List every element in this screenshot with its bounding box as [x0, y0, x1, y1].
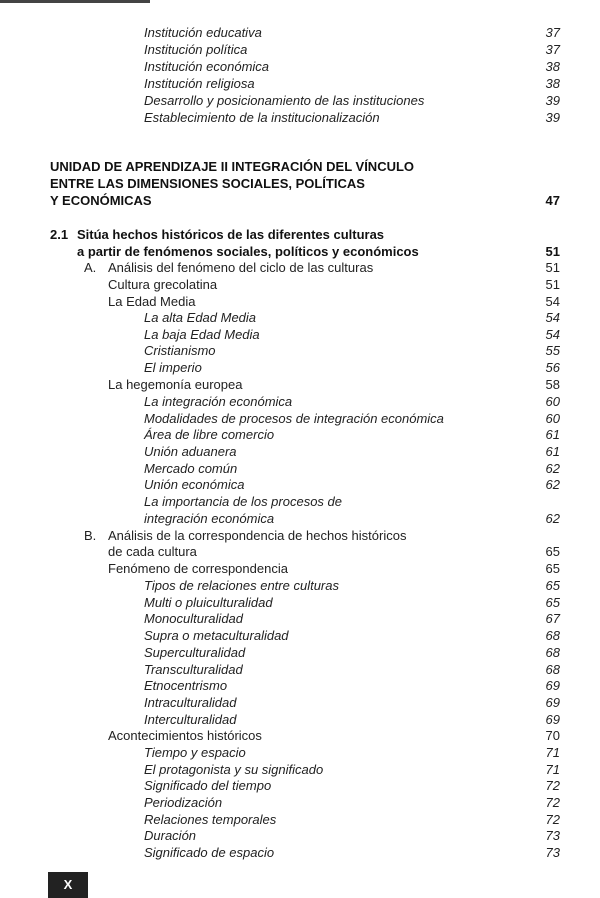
- toc-entry-title: Periodización: [144, 795, 223, 810]
- toc-entry-page: 73: [545, 828, 560, 843]
- section-heading-line[interactable]: [0, 226, 600, 243]
- toc-entry-page: 61: [545, 427, 560, 442]
- toc-entry-page: 69: [545, 695, 560, 710]
- toc-entry-title: Transculturalidad: [144, 662, 243, 677]
- toc-entry[interactable]: [0, 811, 600, 828]
- toc-entry-title: Modalidades de procesos de integración económica: [144, 411, 444, 426]
- toc-entry[interactable]: [0, 75, 600, 92]
- unit-heading-text: UNIDAD DE APRENDIZAJE II INTEGRACIÓN DEL VÍNCULO: [50, 159, 415, 174]
- toc-entry[interactable]: [0, 443, 600, 460]
- toc-entry[interactable]: [0, 627, 600, 644]
- toc-entry-page: 51: [545, 277, 560, 292]
- toc-entry-b[interactable]: [0, 527, 600, 544]
- toc-entry[interactable]: [0, 610, 600, 627]
- toc-entry-title: Etnocentrismo: [144, 678, 228, 693]
- toc-entry[interactable]: [0, 426, 600, 443]
- toc-entry[interactable]: [0, 794, 600, 811]
- toc-entry-page: 65: [545, 578, 560, 593]
- toc-entry-page: 68: [545, 628, 560, 643]
- top-rule: [0, 0, 150, 3]
- toc-entry[interactable]: [0, 510, 600, 527]
- toc-entry-title: El protagonista y su significado: [144, 762, 324, 777]
- toc-entry[interactable]: [0, 342, 600, 359]
- toc-entry[interactable]: [0, 276, 600, 293]
- toc-entry-title: Acontecimientos históricos: [108, 728, 262, 743]
- unit-heading-text: ENTRE LAS DIMENSIONES SOCIALES, POLÍTICAS: [50, 176, 365, 191]
- toc-entry[interactable]: [0, 493, 600, 510]
- toc-entry-page: 38: [545, 59, 560, 74]
- toc-entry-page: 51: [545, 260, 560, 275]
- toc-entry-page: 68: [545, 645, 560, 660]
- toc-entry-page: 55: [545, 343, 560, 358]
- toc-entry-page: 38: [545, 76, 560, 91]
- toc-entry-page: 73: [545, 845, 560, 860]
- toc-entry-title: Unión aduanera: [144, 444, 237, 459]
- toc-entry-title: La Edad Media: [108, 294, 196, 309]
- toc-entry[interactable]: [0, 560, 600, 577]
- toc-entry-page: 62: [545, 461, 560, 476]
- toc-entry-page: 60: [545, 394, 560, 409]
- toc-entry-title: Tiempo y espacio: [144, 745, 246, 760]
- toc-entry-title: Establecimiento de la institucionalización: [144, 110, 380, 125]
- toc-entry-b[interactable]: [0, 543, 600, 560]
- toc-entry-title: de cada cultura: [108, 544, 197, 559]
- toc-entry-page: 69: [545, 712, 560, 727]
- toc-entry-title: La integración económica: [144, 394, 293, 409]
- toc-entry[interactable]: [0, 359, 600, 376]
- toc-entry-title: Cultura grecolatina: [108, 277, 218, 292]
- toc-entry-title: integración económica: [144, 511, 275, 526]
- toc-entry-page: 65: [545, 544, 560, 559]
- toc-entry-page: 54: [545, 310, 560, 325]
- toc-entry[interactable]: [0, 293, 600, 310]
- toc-entry-title: La baja Edad Media: [144, 327, 260, 342]
- toc-entry-page: 69: [545, 678, 560, 693]
- toc-entry[interactable]: [0, 744, 600, 761]
- toc-entry-page: 68: [545, 662, 560, 677]
- toc-entry-title: Institución educativa: [144, 25, 262, 40]
- toc-entry[interactable]: [0, 476, 600, 493]
- unit-heading-line[interactable]: [0, 192, 600, 209]
- toc-entry-a[interactable]: [0, 259, 600, 276]
- toc-entry-title: La alta Edad Media: [144, 310, 257, 325]
- toc-entry-page: 56: [545, 360, 560, 375]
- toc-entry-page: 39: [545, 93, 560, 108]
- toc-entry-title: Institución económica: [144, 59, 270, 74]
- unit-heading-text: Y ECONÓMICAS: [50, 193, 152, 208]
- toc-entry-page: 72: [545, 778, 560, 793]
- unit-heading-page: 47: [545, 193, 560, 208]
- toc-entry-title: Multi o pluiculturalidad: [144, 595, 273, 610]
- toc-entry-title: Cristianismo: [144, 343, 216, 358]
- toc-entry-title: Fenómeno de correspondencia: [108, 561, 288, 576]
- section-heading-text: Sitúa hechos históricos de las diferentes culturas: [77, 227, 385, 242]
- toc-entry-title: Desarrollo y posicionamiento de las instituciones: [144, 93, 425, 108]
- toc-entry-page: 61: [545, 444, 560, 459]
- toc-entry-page: 67: [545, 611, 560, 626]
- toc-entry[interactable]: [0, 661, 600, 678]
- toc-entry-page: 39: [545, 110, 560, 125]
- toc-entry[interactable]: [0, 761, 600, 778]
- toc-entry[interactable]: [0, 376, 600, 393]
- toc-entry-title: El imperio: [144, 360, 202, 375]
- toc-entry-page: 54: [545, 327, 560, 342]
- toc-entry-page: 62: [545, 477, 560, 492]
- toc-entry[interactable]: [0, 326, 600, 343]
- unit-heading-line[interactable]: [0, 175, 600, 192]
- toc-entry[interactable]: [0, 777, 600, 794]
- toc-entry-page: 72: [545, 795, 560, 810]
- toc-entry-page: 71: [545, 745, 560, 760]
- toc-entry-title: Superculturalidad: [144, 645, 246, 660]
- section-number: 2.1: [50, 227, 69, 242]
- section-heading-page: 51: [545, 244, 560, 259]
- toc-entry[interactable]: [0, 644, 600, 661]
- toc-entry-title: Relaciones temporales: [144, 812, 277, 827]
- toc-entry-page: 71: [545, 762, 560, 777]
- toc-entry[interactable]: [0, 41, 600, 58]
- toc-entry-title: Análisis del fenómeno del ciclo de las culturas: [108, 260, 374, 275]
- toc-entry[interactable]: [0, 109, 600, 126]
- toc-entry-title: La hegemonía europea: [108, 377, 243, 392]
- toc-entry[interactable]: [0, 827, 600, 844]
- toc-entry-title: Duración: [144, 828, 197, 843]
- toc-entry[interactable]: [0, 460, 600, 477]
- toc-entry-title: Intraculturalidad: [144, 695, 237, 710]
- toc-entry-page: 37: [545, 25, 560, 40]
- toc-entry-page: 54: [545, 294, 560, 309]
- toc-entry[interactable]: [0, 410, 600, 427]
- toc-entry-title: Unión económica: [144, 477, 245, 492]
- page-number-badge: X: [48, 872, 88, 898]
- toc-entry-title: Interculturalidad: [144, 712, 237, 727]
- toc-entry[interactable]: [0, 577, 600, 594]
- section-heading-line[interactable]: [0, 243, 600, 260]
- toc-entry-title: La importancia de los procesos de: [144, 494, 343, 509]
- toc-entry[interactable]: [0, 24, 600, 41]
- toc-entry[interactable]: [0, 711, 600, 728]
- toc-entry[interactable]: [0, 694, 600, 711]
- toc-entry[interactable]: [0, 92, 600, 109]
- toc-entry-title: Supra o metaculturalidad: [144, 628, 289, 643]
- toc-entry[interactable]: [0, 58, 600, 75]
- toc-entry-title: Institución religiosa: [144, 76, 255, 91]
- toc-entry-page: 37: [545, 42, 560, 57]
- toc-entry[interactable]: [0, 727, 600, 744]
- unit-heading-line[interactable]: [0, 158, 600, 175]
- toc-entry-letter: B.: [84, 528, 97, 543]
- toc-entry[interactable]: [0, 393, 600, 410]
- toc-entry-page: 58: [545, 377, 560, 392]
- toc-entry-title: Significado del tiempo: [144, 778, 272, 793]
- toc-entry[interactable]: [0, 677, 600, 694]
- toc-entry-page: 65: [545, 561, 560, 576]
- toc-entry-title: Mercado común: [144, 461, 238, 476]
- toc-entry-title: Significado de espacio: [144, 845, 275, 860]
- toc-entry-title: Análisis de la correspondencia de hechos históricos: [108, 528, 407, 543]
- toc-entry[interactable]: [0, 309, 600, 326]
- toc-entry-title: Institución política: [144, 42, 248, 57]
- toc-entry-page: 65: [545, 595, 560, 610]
- section-heading-text: a partir de fenómenos sociales, políticos y económicos: [77, 244, 419, 259]
- toc-entry-page: 60: [545, 411, 560, 426]
- toc-entry-page: 72: [545, 812, 560, 827]
- toc-entry-title: Monoculturalidad: [144, 611, 244, 626]
- toc-entry-letter: A.: [84, 260, 97, 275]
- toc-entry-title: Tipos de relaciones entre culturas: [144, 578, 339, 593]
- toc-entry[interactable]: [0, 594, 600, 611]
- toc-entry-title: Área de libre comercio: [144, 427, 275, 442]
- toc-entry-page: 70: [545, 728, 560, 743]
- toc-entry[interactable]: [0, 844, 600, 861]
- toc-entry-page: 62: [545, 511, 560, 526]
